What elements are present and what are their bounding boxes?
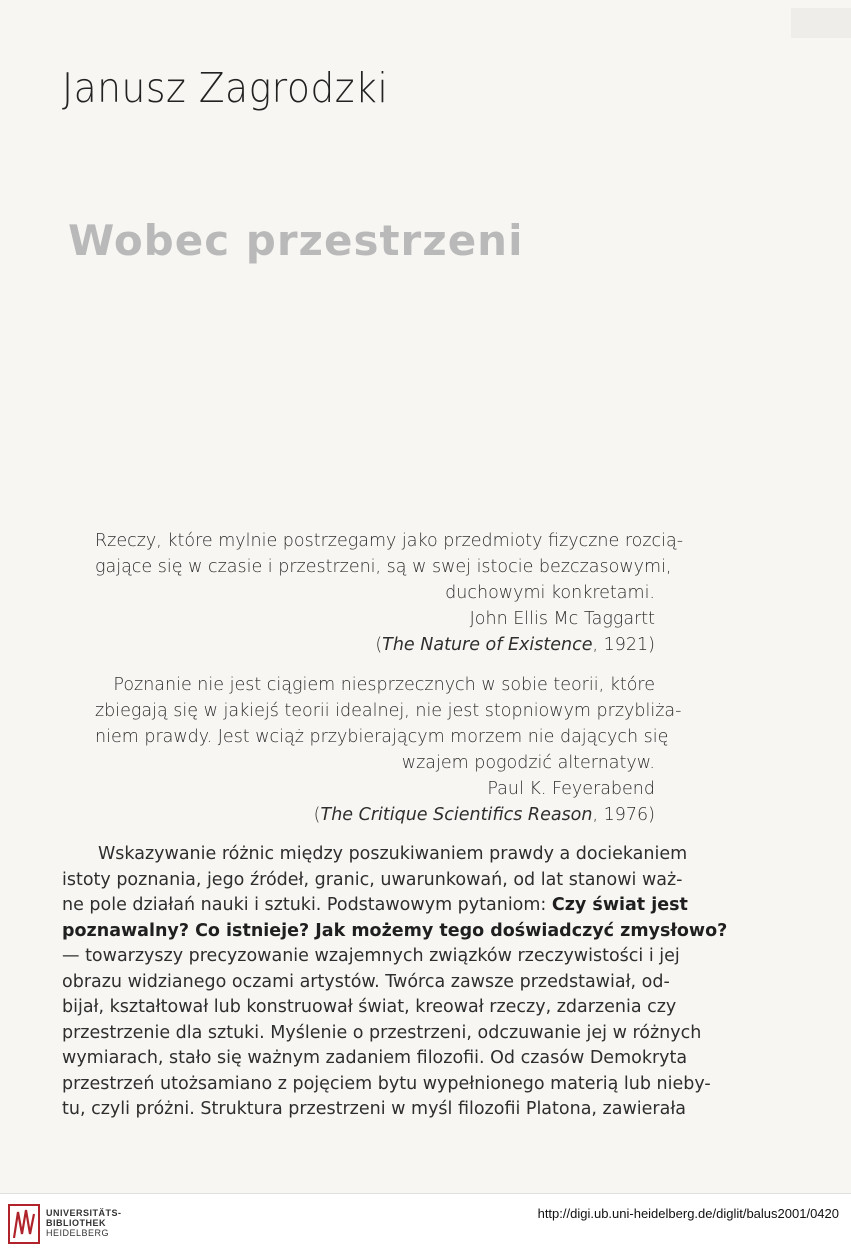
quote-source: (The Nature of Existence, 1921) — [375, 635, 655, 655]
epigraph-quote-2 — [95, 672, 682, 828]
quote-line: Poznanie nie jest ciągiem niesprzecznych w sobie teorii, które — [113, 675, 655, 695]
body-line: ne pole działań nauki i sztuki. Podstawowym pytaniom: Czy świat jest — [62, 895, 688, 915]
body-line: wymiarach, stało się ważnym zadaniem filozofii. Od czasów Demokryta — [62, 1048, 688, 1068]
body-line: Wskazywanie różnic między poszukiwaniem prawdy a dociekaniem — [98, 844, 688, 864]
university-library-logo-icon[interactable] — [8, 1204, 40, 1244]
quote-line: niem prawdy. Jest wciąż przybierającym morzem nie dających się — [95, 727, 669, 747]
quote-attribution: John Ellis Mc Taggartt — [469, 609, 655, 629]
body-line: — towarzyszy precyzowanie wzajemnych związków rzeczywistości i jej — [62, 946, 680, 966]
library-name[interactable]: UNIVERSITÄTS- BIBLIOTHEK HEIDELBERG — [46, 1208, 122, 1238]
quote-line: Rzeczy, które mylnie postrzegamy jako przedmioty fizyczne rozcią- — [95, 531, 684, 551]
quote-source: (The Critique Scientifics Reason, 1976) — [313, 805, 655, 825]
body-line: istoty poznania, jego źródeł, granic, uwarunkowań, od lat stanowi waż- — [62, 869, 683, 890]
body-line: tu, czyli próżni. Struktura przestrzeni w myśl filozofii Platona, zawierała — [62, 1099, 687, 1119]
epigraph-quote-1 — [95, 528, 684, 658]
footer-bar — [0, 1193, 851, 1254]
body-line: bijał, kształtował lub konstruował świat, kreował rzeczy, zdarzenia czy — [62, 997, 677, 1017]
quote-line: duchowymi konkretami. — [445, 583, 655, 603]
quote-line: gające się w czasie i przestrzeni, są w swej istocie bezczasowymi, — [95, 557, 672, 577]
permalink-url[interactable]: http://digi.ub.uni-heidelberg.de/diglit/balus2001/0420 — [537, 1206, 839, 1221]
quote-line: zbiegają się w jakiejś teorii idealnej, nie jest stopniowym przybliża- — [95, 701, 682, 721]
body-line: przestrzenie dla sztuki. Myślenie o przestrzeni, odczuwanie jej w różnych — [62, 1022, 702, 1043]
body-line: obrazu widzianego oczami artystów. Twórca zawsze przedstawiał, od- — [62, 971, 670, 992]
quote-source-title: The Nature of Existence — [382, 635, 593, 655]
scan-edge-mark — [791, 8, 851, 38]
quote-line: wzajem pogodzić alternatyw. — [401, 753, 655, 773]
body-line: przestrzeń utożsamiano z pojęciem bytu wypełnionego materią lub nieby- — [62, 1073, 711, 1094]
body-paragraph — [62, 842, 728, 1123]
page-title: Wobec przestrzeni — [68, 216, 524, 265]
quote-attribution: Paul K. Feyerabend — [487, 779, 655, 799]
question-text: poznawalny? Co istnieje? Jak możemy tego doświadczyć zmysłowo? — [62, 920, 728, 941]
quote-source-title: The Critique Scientifics Reason — [320, 805, 593, 825]
question-text: Czy świat jest — [551, 895, 688, 915]
author-name: Janusz Zagrodzki — [62, 64, 389, 112]
